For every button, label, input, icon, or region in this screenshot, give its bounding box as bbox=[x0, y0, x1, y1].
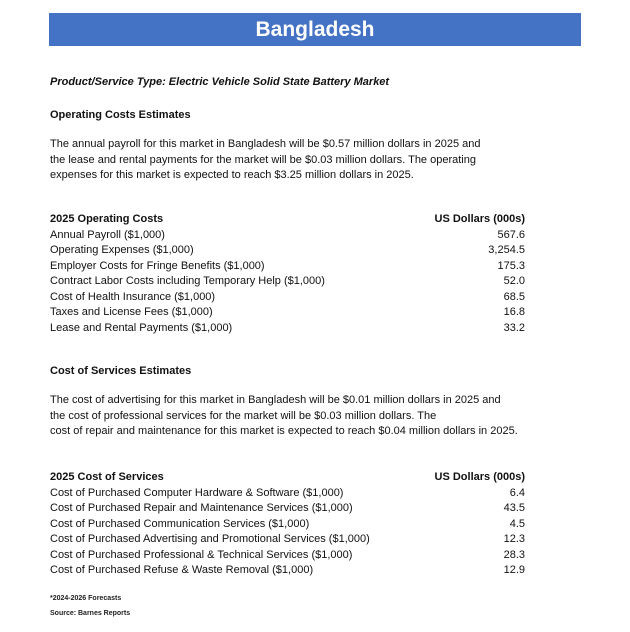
table-row bbox=[50, 532, 525, 548]
table-row bbox=[50, 290, 525, 306]
operating-paragraph-line: The annual payroll for this market in Bangladesh will be $0.57 million dollars in 2025 and bbox=[50, 138, 481, 150]
row-value: 567.6 bbox=[497, 228, 525, 241]
row-label: Contract Labor Costs including Temporary Help ($1,000) bbox=[50, 275, 325, 287]
row-value: 12.9 bbox=[503, 564, 525, 576]
row-value: 28.3 bbox=[503, 548, 525, 561]
table-row bbox=[50, 517, 525, 533]
row-label: Annual Payroll ($1,000) bbox=[50, 228, 165, 241]
row-label: Cost of Purchased Repair and Maintenance Services ($1,000) bbox=[50, 502, 353, 514]
services-paragraph-line: the cost of professional services for the market will be $0.03 million dollars. The bbox=[50, 409, 437, 422]
row-label: Taxes and License Fees ($1,000) bbox=[50, 306, 213, 318]
table-header-label: 2025 Operating Costs bbox=[50, 213, 164, 225]
table-row bbox=[50, 548, 525, 564]
forecast-footnote: *2024-2026 Forecasts bbox=[50, 595, 122, 602]
operating-costs-table bbox=[50, 212, 525, 336]
row-label: Cost of Purchased Professional & Technical Services ($1,000) bbox=[50, 548, 353, 561]
row-value: 43.5 bbox=[503, 502, 525, 514]
table-row bbox=[50, 486, 525, 502]
row-value: 16.8 bbox=[503, 306, 525, 318]
table-row bbox=[50, 305, 525, 321]
row-label: Cost of Health Insurance ($1,000) bbox=[50, 290, 216, 303]
operating-section-title: Operating Costs Estimates bbox=[50, 109, 191, 121]
source-footnote: Source: Barnes Reports bbox=[50, 610, 131, 617]
row-value: 12.3 bbox=[503, 533, 525, 545]
table-row bbox=[50, 274, 525, 290]
row-value: 68.5 bbox=[503, 290, 525, 303]
row-label: Employer Costs for Fringe Benefits ($1,000) bbox=[50, 259, 265, 272]
operating-paragraph bbox=[50, 137, 480, 184]
services-paragraph bbox=[50, 393, 518, 440]
row-label: Cost of Purchased Computer Hardware & Software ($1,000) bbox=[50, 486, 344, 499]
services-paragraph-line: cost of repair and maintenance for this market is expected to reach $0.04 million dollars in 2025. bbox=[50, 425, 518, 437]
row-label: Cost of Purchased Communication Services ($1,000) bbox=[50, 517, 310, 530]
row-label: Lease and Rental Payments ($1,000) bbox=[50, 321, 233, 334]
page-title: Bangladesh bbox=[49, 13, 581, 46]
row-value: 52.0 bbox=[503, 275, 525, 287]
table-header-unit: US Dollars (000s) bbox=[434, 471, 525, 483]
table-row bbox=[50, 259, 525, 275]
operating-paragraph-line: the lease and rental payments for the market will be $0.03 million dollars. The operating bbox=[50, 153, 476, 166]
row-value: 6.4 bbox=[509, 486, 525, 499]
row-label: Cost of Purchased Advertising and Promotional Services ($1,000) bbox=[50, 533, 370, 545]
services-section-title: Cost of Services Estimates bbox=[50, 365, 192, 377]
operating-paragraph-line: expenses for this market is expected to reach $3.25 million dollars in 2025. bbox=[50, 169, 414, 181]
table-row bbox=[50, 321, 525, 337]
table-header-row bbox=[50, 212, 525, 228]
row-value: 33.2 bbox=[503, 321, 525, 334]
table-row bbox=[50, 228, 525, 244]
row-label: Cost of Purchased Refuse & Waste Removal ($1,000) bbox=[50, 564, 314, 576]
table-row bbox=[50, 501, 525, 517]
services-paragraph-line: The cost of advertising for this market in Bangladesh will be $0.01 million dollars in 2025 and bbox=[50, 394, 501, 406]
table-header-unit: US Dollars (000s) bbox=[434, 213, 525, 225]
row-value: 3,254.5 bbox=[488, 244, 525, 256]
row-label: Operating Expenses ($1,000) bbox=[50, 244, 194, 256]
table-row bbox=[50, 243, 525, 259]
row-value: 175.3 bbox=[497, 259, 525, 272]
product-type: Product/Service Type: Electric Vehicle Solid State Battery Market bbox=[50, 76, 390, 88]
table-header-row bbox=[50, 470, 525, 486]
table-row bbox=[50, 563, 525, 579]
table-header-label: 2025 Cost of Services bbox=[50, 471, 164, 483]
row-value: 4.5 bbox=[509, 517, 525, 530]
cost-of-services-table bbox=[50, 470, 525, 579]
